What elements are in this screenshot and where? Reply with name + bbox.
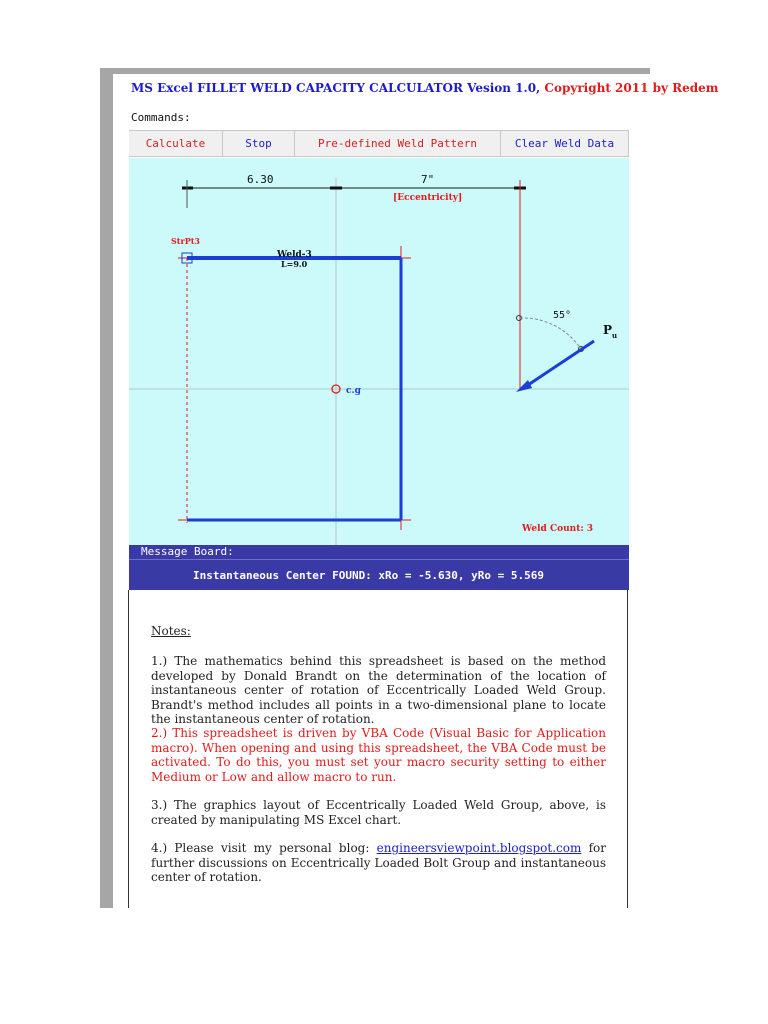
stop-button[interactable]: Stop (223, 131, 295, 157)
weld-diagram-svg (129, 158, 629, 545)
note-3: 3.) The graphics layout of Eccentrically Loaded Weld Group, above, is created by manipulating MS Excel chart. (151, 798, 606, 827)
title-copyright: Copyright 2011 by Redem (540, 81, 719, 95)
angle-label: 55° (553, 310, 572, 321)
weld-group-diagram (129, 158, 629, 545)
load-arrow-shaft (525, 341, 594, 387)
angle-arc (520, 318, 581, 349)
weld-count-label: Weld Count: 3 (522, 524, 594, 534)
eccentricity-label: [Eccentricity] (393, 193, 463, 203)
title-main: MS Excel FILLET WELD CAPACITY CALCULATOR Vesion 1.0, (131, 81, 541, 95)
cg-label: c.g (346, 386, 361, 396)
note-2: 2.) This spreadsheet is driven by VBA Code (Visual Basic for Application macro). When opening and using this spreadsheet, the VBA Code must be activated. To do this, you must set your macro security setting to either Medium or Low and allow macro to run. (151, 726, 606, 784)
commands-label: Commands: (131, 111, 191, 124)
load-label: $P_u$ (603, 323, 618, 340)
command-toolbar (129, 130, 629, 158)
note-4 (151, 841, 606, 885)
note-4-prefix: 4.) Please visit my personal blog: (151, 841, 377, 855)
predefined-weld-pattern-button[interactable]: Pre-defined Weld Pattern (295, 131, 501, 157)
note-1: 1.) The mathematics behind this spreadsheet is based on the method developed by Donald Brandt on the determination of the location of instantaneous center of rotation of Eccentrically Loaded Weld Group. Brandt's method includes all points in a two-dimensional plane to locate the instantaneous center of rotation. (151, 654, 606, 726)
message-board-label: Message Board: (129, 545, 629, 559)
weld-length-label: L=9.0 (281, 259, 308, 269)
dimension-left-label: 6.30 (247, 173, 274, 186)
load-arrow-head (516, 380, 532, 392)
message-board-message: Instantaneous Center FOUND: xRo = -5.630, yRo = 5.569 (129, 559, 629, 590)
calculate-button[interactable]: Calculate (129, 131, 223, 157)
dimension-right-label: 7" (421, 173, 435, 186)
start-point-label: StrPt3 (171, 236, 200, 246)
clear-weld-data-button[interactable]: Clear Weld Data (501, 131, 629, 157)
weld-label: Weld-3 (277, 250, 312, 260)
left-frame-strip (100, 68, 113, 908)
blog-link[interactable]: engineersviewpoint.blogspot.com (376, 841, 582, 855)
page-title (131, 81, 719, 95)
notes-heading: Notes: (151, 624, 191, 638)
note-4-suffix: for further discussions on Eccentrically Loaded Bolt Group and instantaneous center of rotation. (151, 841, 606, 884)
